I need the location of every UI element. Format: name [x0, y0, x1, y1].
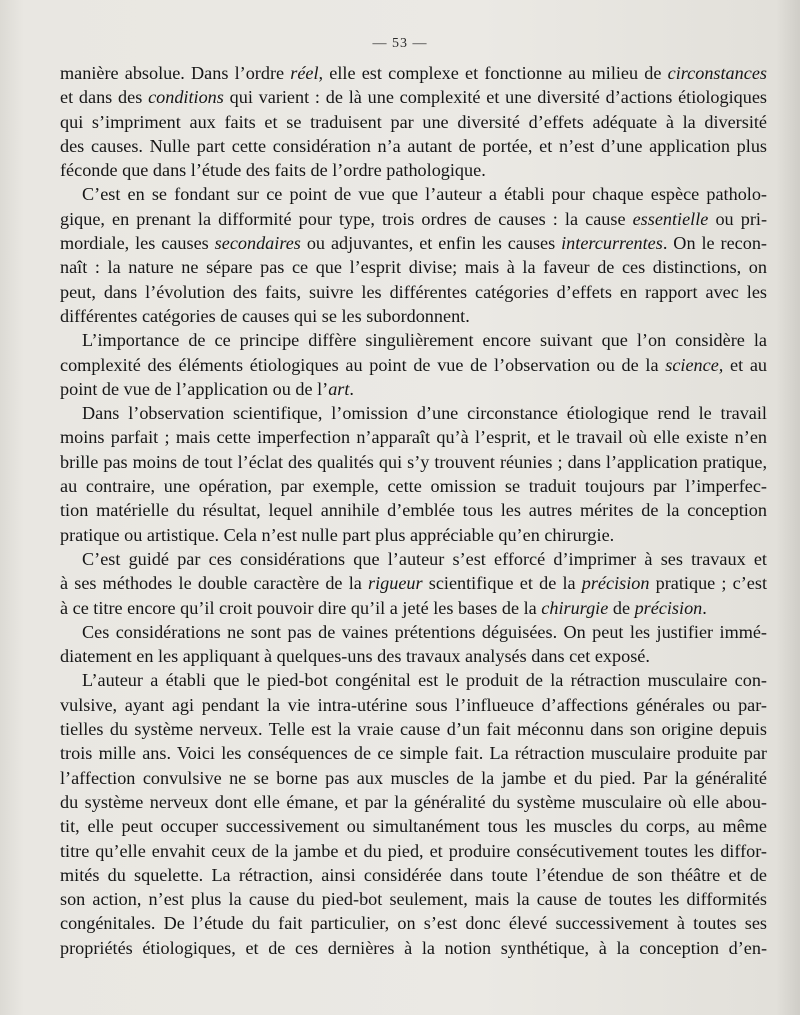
text-line: tit, elle peut occuper successivement ou simultanément tous les muscles du corps, au même: [60, 816, 767, 837]
text-line: congénitales. De l’étude du fait particulier, on s’est donc élevé successivement à toutes ses: [60, 913, 767, 934]
italic-term: secondaires: [214, 233, 301, 254]
text-line: vulsive, ayant agi pendant la vie intra-utérine sous l’influeuce d’affections générales ou par-: [60, 694, 767, 715]
paragraph: [60, 61, 767, 182]
italic-term: science,: [665, 354, 724, 375]
text-line: au contraire, une opération, par exemple, cette omission se traduit toujours par l’imperfec-: [60, 476, 767, 497]
text-line: l’affection convulsive ne se borne pas aux muscles de la jambe et du pied. Par la généralité: [60, 767, 767, 788]
text-line: mités du squelette. La rétraction, ainsi considérée dans toute l’étendue de son théâtre et de: [60, 864, 767, 885]
italic-term: conditions: [148, 87, 224, 108]
paragraph: [60, 547, 767, 620]
text-line: L’importance de ce principe diffère singulièrement encore suivant que l’on considère la: [82, 330, 767, 351]
text-line: manière absolue. Dans l’ordre réel, elle est complexe et fonctionne au milieu de circonstances: [60, 63, 767, 83]
text-line: et dans des conditions qui varient : de là une complexité et une diversité d’actions étiologiques: [60, 87, 767, 108]
text-line: complexité des éléments étiologiques au point de vue de l’observation ou de la science, et au: [60, 354, 767, 375]
text-line: titre qu’elle envahit ceux de la jambe et du pied, et produire consécutivement toutes les diffor-: [60, 840, 767, 861]
text-line: Dans l’observation scientifique, l’omission d’une circonstance étiologique rend le travail: [82, 403, 767, 424]
paragraph: [60, 668, 767, 960]
text-line: différentes catégories de causes qui se les subordonnent.: [60, 305, 470, 326]
text-line: son action, n’est plus la cause du pied-bot seulement, mais la cause de toutes les difformités: [60, 889, 767, 910]
italic-term: chirurgie: [541, 597, 609, 618]
text-line: L’auteur a établi que le pied-bot congénital est le produit de la rétraction musculaire con-: [82, 670, 767, 691]
text-line: qui s’impriment aux faits et se traduisent par une diversité d’effets adéquate à la diversité: [60, 111, 767, 132]
text-line: Ces considérations ne sont pas de vaines prétentions déguisées. On peut les justifier immé-: [82, 621, 767, 642]
text-line: féconde que dans l’étude des faits de l’ordre pathologique.: [60, 160, 486, 181]
paragraph: [60, 328, 767, 401]
text-line: peut, dans l’évolution des faits, suivre les différentes catégories d’effets en rapport avec les: [60, 281, 767, 302]
page-number: — 53 —: [372, 36, 428, 51]
text-line: brille pas moins de tout l’éclat des qualités qui s’y trouvent réunies ; dans l’application pratique,: [60, 451, 767, 472]
paragraph: [60, 401, 767, 547]
text-line: des causes. Nulle part cette considération n’a autant de portée, et n’est d’une application plus: [60, 135, 767, 156]
text-line: du système nerveux dont elle émane, et par la généralité du système musculaire où elle abou-: [60, 791, 767, 812]
text-line: à ce titre encore qu’il croit pouvoir dire qu’il a jeté les bases de la chirurgie de précision.: [60, 597, 707, 618]
text-line: naît : la nature ne sépare pas ce que l’esprit divise; mais à la faveur de ces distinctions, on: [60, 257, 767, 278]
italic-term: précision: [581, 573, 650, 594]
text-line: mordiale, les causes secondaires ou adjuvantes, et enfin les causes intercurrentes. On le recon-: [60, 233, 767, 254]
text-line: pratique ou artistique. Cela n’est nulle part plus appréciable qu’en chirurgie.: [60, 524, 615, 545]
text-line: gique, en prenant la difformité pour type, trois ordres de causes : la cause essentielle ou pri-: [60, 208, 767, 229]
text-line: diatement en les appliquant à quelques-uns des travaux analysés dans cet exposé.: [60, 646, 650, 667]
text-line: C’est guidé par ces considérations que l’auteur s’est efforcé d’imprimer à ses travaux et: [82, 548, 767, 569]
italic-term: essentielle: [632, 208, 709, 229]
italic-term: circonstances: [667, 63, 767, 83]
text-line: propriétés étiologiques, et de ces dernières à la notion synthétique, à la conception d’en-: [60, 937, 767, 958]
text-line: moins parfait ; mais cette imperfection n’apparaît qu’à l’esprit, et le travail où elle existe n’en: [60, 427, 767, 448]
text-line: tion matérielle du résultat, lequel annihile d’emblée tous les autres mérites de la conception: [60, 500, 767, 521]
body-text: [60, 61, 767, 960]
text-line: trois mille ans. Voici les conséquences de ce simple fait. La rétraction musculaire produite par: [60, 743, 767, 764]
italic-term: précision: [634, 597, 703, 618]
text-line: point de vue de l’application ou de l’art.: [60, 378, 354, 399]
italic-term: intercurrentes: [561, 233, 663, 254]
text-line: tielles du système nerveux. Telle est la vraie cause d’un fait méconnu dans son origine depuis: [60, 719, 767, 740]
paragraph: [60, 182, 767, 328]
text-line: à ses méthodes le double caractère de la rigueur scientifique et de la précision pratique ; c’est: [60, 573, 767, 594]
italic-term: art: [328, 378, 350, 399]
text-line: C’est en se fondant sur ce point de vue que l’auteur a établi pour chaque espèce patholo-: [82, 184, 767, 205]
italic-term: réel,: [290, 63, 324, 83]
paragraph: [60, 620, 767, 669]
italic-term: rigueur: [368, 573, 423, 594]
